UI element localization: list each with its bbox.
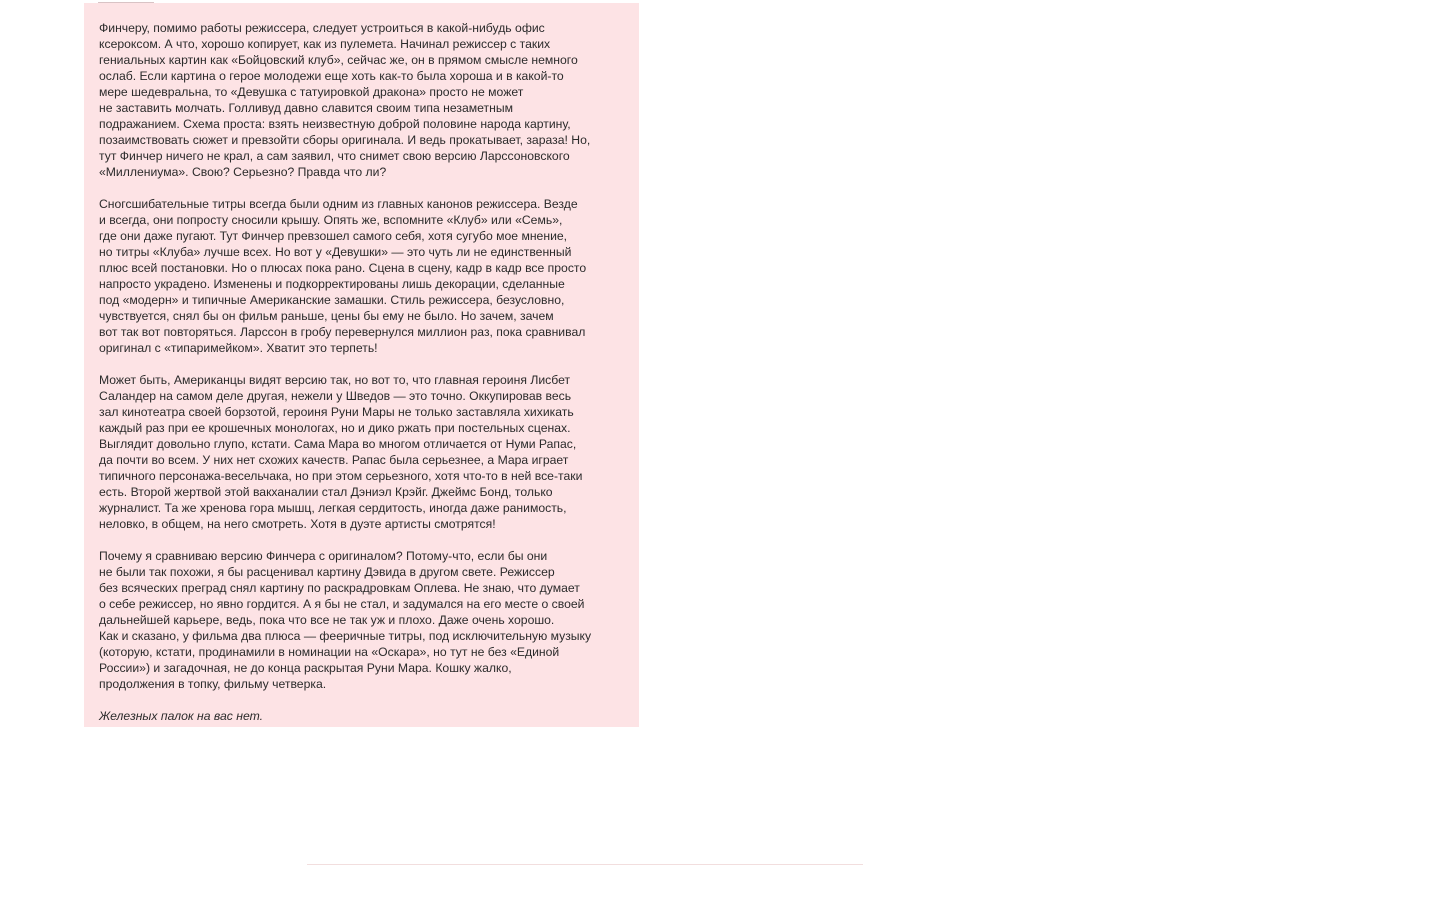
bottom-divider [307, 864, 863, 865]
review-paragraph-1: Финчеру, помимо работы режиссера, следует устроиться в какой-нибудь офис ксероксом. А что, хорошо копирует, как из пулемета. Начинал режиссер с таких гениальных картин как «Бойцовский клуб», сейчас же, он в прямом смысле немного ослаб. Если картина о герое молодежи еще хоть как-то была хороша и в какой-то мере шедевральна, то «Девушка с татуировкой дракона» просто не может не заставить молчать. Голливуд давно славится своим типа незаметным подражанием. Схема проста: взять неизвестную доброй половине народа картину, позаимствовать сюжет и превзойти сборы оригинала. И ведь прокатывает, зараза! Но, тут Финчер ничего не крал, а сам заявил, что снимет свою версию Ларссоновского «Миллениума». Свою? Серьезно? Правда что ли? [99, 21, 591, 179]
review-paragraph-2: Сногсшибательные титры всегда были одним из главных канонов режиссера. Везде и всегда, они попросту сносили крышу. Опять же, вспомните «Клуб» или «Семь», где они даже пугают. Тут Финчер превзошел самого себя, хотя сугубо мое мнение, но титры «Клуба» лучше всех. Но вот у «Девушки» — это чуть ли не единственный плюс всей постановки. Но о плюсах пока рано. Сцена в сцену, кадр в кадр все просто напросто украдено. Изменены и подкорректированы лишь декорации, сделанные под «модерн» и типичные Американские замашки. Стиль режиссера, безусловно, чувствуется, снял бы он фильм раньше, цены бы ему не было. Но зачем, зачем вот так вот повторяться. Ларссон в гробу перевернулся миллион раз, пока сравнивал оригинал с «типаримейком». Хватит это терпеть! [99, 197, 587, 355]
review-text [99, 20, 639, 724]
review-paragraph-4: Почему я сравниваю версию Финчера с оригиналом? Потому-что, если бы они не были так похожи, я бы расценивал картину Дэвида в другом свете. Режиссер без всяческих преград снял картину по раскрадровкам Оплева. Не знаю, что думает о себе режиссер, но явно гордится. А я бы не стал, и задумался на его месте о своей дальнейшей карьере, ведь, пока что все не так уж и плохо. Даже очень хорошо. Как и сказано, у фильма два плюса — фееричные титры, под исключительную музыку (которую, кстати, продинамили в номинации на «Оскара», но тут не без «Единой России») и загадочная, не до конца раскрытая Руни Мара. Кошку жалко, продолжения в топку, фильму четверка. [99, 549, 592, 691]
review-box [84, 3, 639, 727]
review-signoff: Железных палок на вас нет. [99, 709, 263, 723]
top-tab-divider [98, 2, 154, 3]
review-paragraph-3: Может быть, Американцы видят версию так, но вот то, что главная героиня Лисбет Саландер на самом деле другая, нежели у Шведов — это точно. Оккупировав весь зал кинотеатра своей борзотой, героиня Руни Мары не только заставляла хихикать каждый раз при ее крошечных монологах, но и дико ржать при постельных сценах. Выглядит довольно глупо, кстати. Сама Мара во многом отличается от Нуми Рапас, да почти во всем. У них нет схожих качеств. Рапас была серьезнее, а Мара играет типичного персонажа-весельчака, но при этом серьезного, хотя что-то в ней все-таки есть. Второй жертвой этой вакханалии стал Дэниэл Крэйг. Джеймс Бонд, только журналист. Та же хренова гора мышц, легкая сердитость, иногда даже ранимость, неловко, в общем, на него смотреть. Хотя в дуэте артисты смотрятся! [99, 373, 583, 531]
